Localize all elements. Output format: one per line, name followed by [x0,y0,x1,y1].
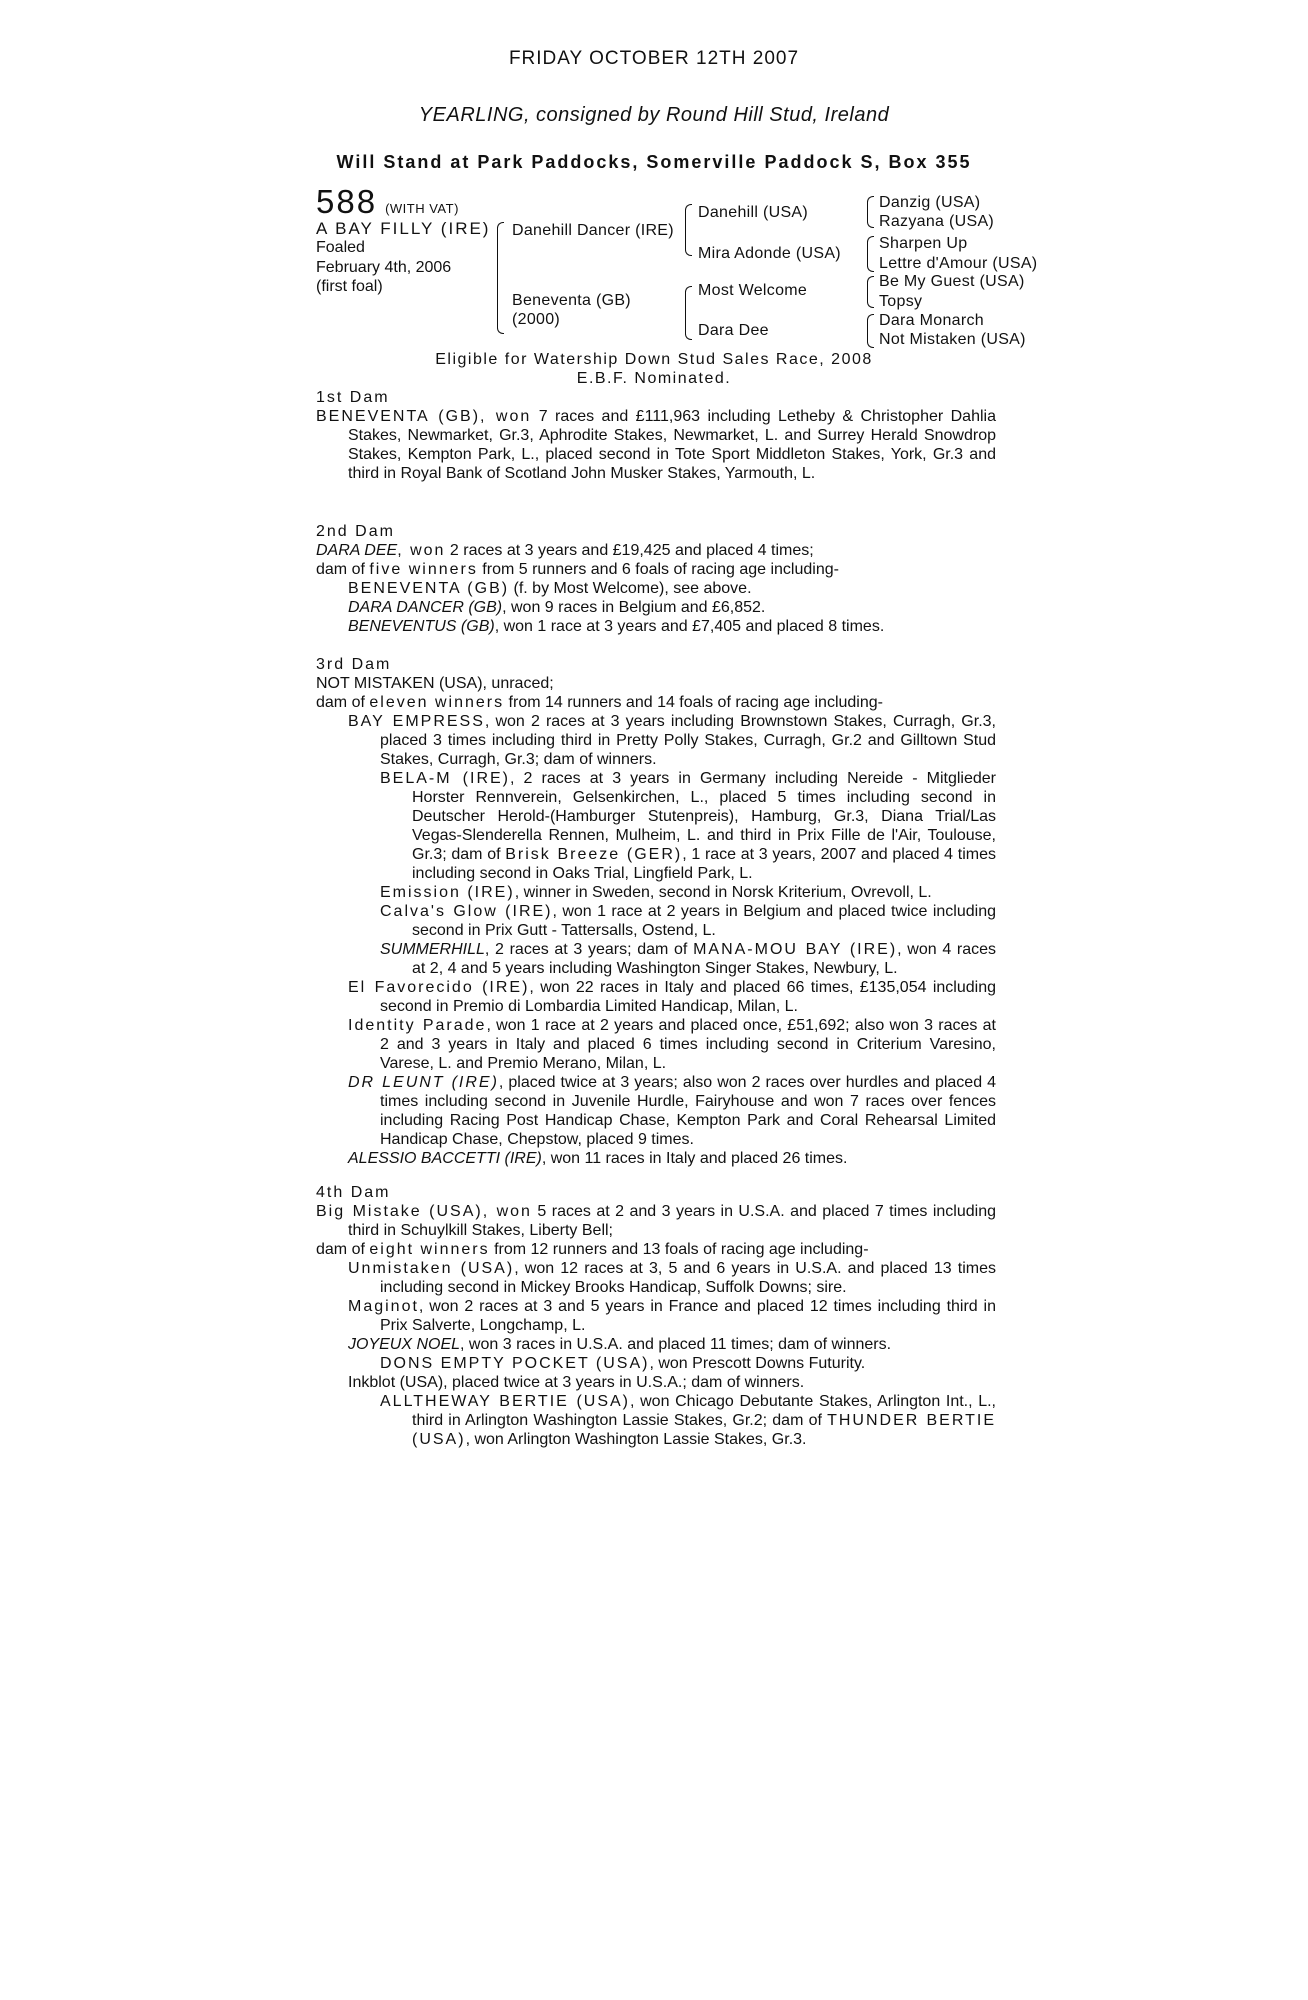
pedigree-g2: Razyana (USA) [879,213,995,230]
produce-text: , winner in Sweden, second in Norsk Kriterium, Ovrevoll, L. [514,884,932,901]
produce-suffix: from 14 runners and 14 foals of racing age including- [504,694,883,711]
first-dam-name: BENEVENTA (GB), won [316,408,532,425]
pedigree-brace-sd [867,236,874,272]
produce-entry [316,1073,996,1149]
eligibility-note [0,350,1308,388]
sale-date: FRIDAY OCTOBER 12TH 2007 [508,48,800,69]
produce-entry [316,902,996,940]
produce-name: SUMMERHILL [380,941,485,958]
produce-entry [316,1297,996,1335]
produce-text: , won 1 race at 2 years in Belgium and placed twice including second in Prix Gutt - Tattersalls, Ostend, L. [412,903,996,939]
third-dam-name: NOT MISTAKEN (USA), unraced; [316,675,554,692]
winners-count: five winners [369,561,478,578]
pedigree-dam-sire: Most Welcome [698,282,808,299]
pedigree-g4: Lettre d'Amour (USA) [879,255,1038,272]
pedigree-brace-sire [685,204,692,256]
produce-entry [316,1354,996,1373]
produce-entry [316,1335,996,1354]
produce-name: BENEVENTUS (GB) [348,618,495,635]
third-dam-heading: 3rd Dam [316,656,392,673]
vat-note: (WITH VAT) [385,201,459,216]
produce-entry [316,769,996,883]
produce-text: , placed twice at 3 years; also won 2 races over hurdles and placed 4 times including second in Juvenile Hurdle, Fairyhouse and won 7 races over fences including Racing Post Handicap Chase, Kempton Park and Coral Rehearsal Limited Handicap Chase, Chepstow, placed 9 times. [380,1074,997,1148]
fourth-dam-text: 5 races at 2 and 3 years in U.S.A. and placed 7 times including third in Schuylkill Stakes, Liberty Bell; [348,1203,997,1239]
foaled-date: February 4th, 2006 [316,258,452,276]
produce-entry [316,940,996,978]
winners-count: eleven winners [369,694,505,711]
first-dam-text: 7 races and £111,963 including Letheby & Christopher Dahlia Stakes, Newmarket, Gr.3, Aphrodite Stakes, Newmarket, L. and Surrey Herald Snowdrop Stakes, Kempton Park, L., placed second in Tote Sport Middleton Stakes, York, Gr.3 and third in Royal Bank of Scotland John Musker Stakes, Yarmouth, L. [348,408,996,482]
pedigree-g6: Topsy [879,293,923,310]
pedigree-sire-sire: Danehill (USA) [698,204,809,221]
grand-produce-name: MANA-MOU BAY (IRE) [693,941,898,958]
produce-name: BAY EMPRESS [348,713,485,730]
pedigree-dam-year: (2000) [512,311,561,328]
produce-text: , won 9 races in Belgium and £6,852. [502,599,766,616]
produce-text: , won 1 race at 3 years and £7,405 and placed 8 times. [494,618,885,635]
fourth-dam-section [316,1183,996,1449]
produce-entry [316,1016,996,1073]
pedigree-g7: Dara Monarch [879,312,984,329]
pedigree-sire: Danehill Dancer (IRE) [512,222,674,239]
pedigree-brace-dd [867,314,874,348]
pedigree-sire-dam: Mira Adonde (USA) [698,245,841,262]
produce-text: , won 22 races in Italy and placed 66 times, £135,054 including second in Premio di Lombardia Limited Handicap, Milan, L. [380,979,996,1015]
grand-produce-name: Brisk Breeze (GER) [505,846,683,863]
foal-note: (first foal) [316,278,383,295]
fourth-dam-record [316,1202,996,1240]
produce-text: , won 11 races in Italy and placed 26 times. [541,1150,848,1167]
pedigree-brace-ds [867,276,874,308]
produce-name: ALLTHEWAY BERTIE (USA) [380,1393,631,1410]
produce-entry [316,883,996,902]
fourth-dam-produce-line [316,1240,996,1259]
produce-name: ALESSIO BACCETTI (IRE) [348,1150,542,1167]
eligibility-line-2: E.B.F. Nominated. [576,370,732,387]
first-dam-heading: 1st Dam [316,389,390,406]
produce-entry [316,712,996,769]
pedigree-brace-dam [685,286,692,340]
produce-name: Maginot [348,1298,419,1315]
produce-text: , 2 races at 3 years; dam of [484,941,694,958]
produce-entry [316,617,996,636]
lot-info [316,183,491,297]
produce-suffix: from 12 runners and 13 foals of racing age including- [489,1241,869,1258]
fourth-dam-heading: 4th Dam [316,1184,391,1201]
produce-prefix: dam of [316,561,370,578]
pedigree-g1: Danzig (USA) [879,194,981,211]
first-dam-record [316,407,996,483]
pedigree-g8: Not Mistaken (USA) [879,331,1026,348]
second-dam-section [316,522,996,636]
produce-name: DARA DANCER (GB) [348,599,503,616]
produce-name: Calva's Glow (IRE) [380,903,553,920]
third-dam-section [316,655,996,1168]
produce-name: BENEVENTA (GB) [348,580,510,597]
produce-entry: Inkblot (USA), placed twice at 3 years in U.S.A.; dam of winners. [348,1374,805,1391]
produce-name: DONS EMPTY POCKET (USA) [380,1355,650,1372]
produce-prefix: dam of [316,1241,370,1258]
consignor-line: YEARLING, consigned by Round Hill Stud, Ireland [418,104,890,126]
produce-text: , won Chicago Debutante Stakes, Arlington Int., L., third in Arlington Washington Lassie Stakes, Gr.2; dam of [412,1393,996,1429]
produce-text: , won 1 race at 2 years and placed once, £51,692; also won 3 races at 2 and 3 years in Italy and placed 6 times including second in Criterium Varesino, Varese, L. and Premio Merano, Milan, L. [380,1017,997,1072]
lot-description: A BAY FILLY (IRE) [316,218,491,238]
pedigree-brace-main [497,222,504,334]
pedigree-g3: Sharpen Up [879,235,968,252]
produce-text: , won 4 races at 2, 4 and 5 years including Washington Singer Stakes, Newbury, L. [412,941,997,977]
produce-text: , won Arlington Washington Lassie Stakes, Gr.3. [465,1431,807,1448]
produce-prefix: dam of [316,694,370,711]
second-dam-name: DARA DEE [316,542,398,559]
pedigree-brace-ss [867,196,874,228]
produce-name: El Favorecido (IRE) [348,979,530,996]
produce-name: Emission (IRE) [380,884,515,901]
lot-number: 588 [316,183,378,220]
produce-name: Unmistaken (USA) [348,1260,515,1277]
fourth-dam-name: Big Mistake (USA), won [316,1203,532,1220]
pedigree-dam-dam: Dara Dee [698,322,769,339]
first-dam-section [316,388,996,483]
produce-text: , won 2 races at 3 and 5 years in France and placed 12 times including third in Prix Salverte, Longchamp, L. [380,1298,996,1334]
produce-name: DR LEUNT (IRE) [348,1074,499,1091]
third-dam-produce-line [316,693,996,712]
produce-text: , won 2 races at 3 years including Brownstown Stakes, Curragh, Gr.3, placed 3 times including third in Pretty Polly Stakes, Curragh, Gr.2 and Gilltown Stud Stakes, Curragh, Gr.3; dam of winners. [380,713,996,768]
produce-text: , 1 race at 3 years, 2007 and placed 4 times including second in Oaks Trial, Lingfield Park, L. [412,846,996,882]
produce-text: , won 3 races in U.S.A. and placed 11 times; dam of winners. [460,1336,892,1353]
foaled-label: Foaled [316,239,365,256]
second-dam-heading: 2nd Dam [316,523,395,540]
produce-entry [316,978,996,1016]
pedigree-g5: Be My Guest (USA) [879,273,1025,290]
grand-produce-name: THUNDER BERTIE (USA) [412,1412,996,1448]
produce-text: , won 12 races at 3, 5 and 6 years in U.S.A. and placed 13 times including second in Mickey Brooks Handicap, Suffolk Downs; sire. [380,1260,996,1296]
produce-entry [316,1149,996,1168]
second-dam-produce-line [316,560,996,579]
produce-entry [316,1259,996,1297]
produce-suffix: from 5 runners and 6 foals of racing age including- [477,561,839,578]
eligibility-line-1: Eligible for Watership Down Stud Sales Race, 2008 [435,351,873,368]
second-dam-won: , won [397,542,446,559]
second-dam-text: 2 races at 3 years and £19,425 and placed 4 times; [445,542,814,559]
produce-text: , won Prescott Downs Futurity. [649,1355,866,1372]
produce-name: BELA-M (IRE) [380,770,510,787]
produce-text: , 2 races at 3 years in Germany including Nereide - Mitglieder Horster Rennverein, Gelsenkirchen, L., placed 5 times including second in Deutscher Herold-(Hamburger Stutenpreis), Hamburg, Gr.3, Diana Trial/Las Vegas-Slenderella Rennen, Mulheim, L. and third in Prix Fille de l'Air, Toulouse, Gr.3; dam of [412,770,997,863]
stand-location: Will Stand at Park Paddocks, Somerville Paddock S, Box 355 [336,152,972,172]
produce-name: Identity Parade [348,1017,487,1034]
second-dam-record [316,541,996,560]
winners-count: eight winners [369,1241,490,1258]
produce-entry [316,1392,996,1449]
produce-text: (f. by Most Welcome), see above. [509,580,752,597]
pedigree-dam: Beneventa (GB) [512,292,631,309]
produce-entry [316,598,996,617]
produce-name: JOYEUX NOEL [348,1336,461,1353]
produce-entry [316,579,996,598]
